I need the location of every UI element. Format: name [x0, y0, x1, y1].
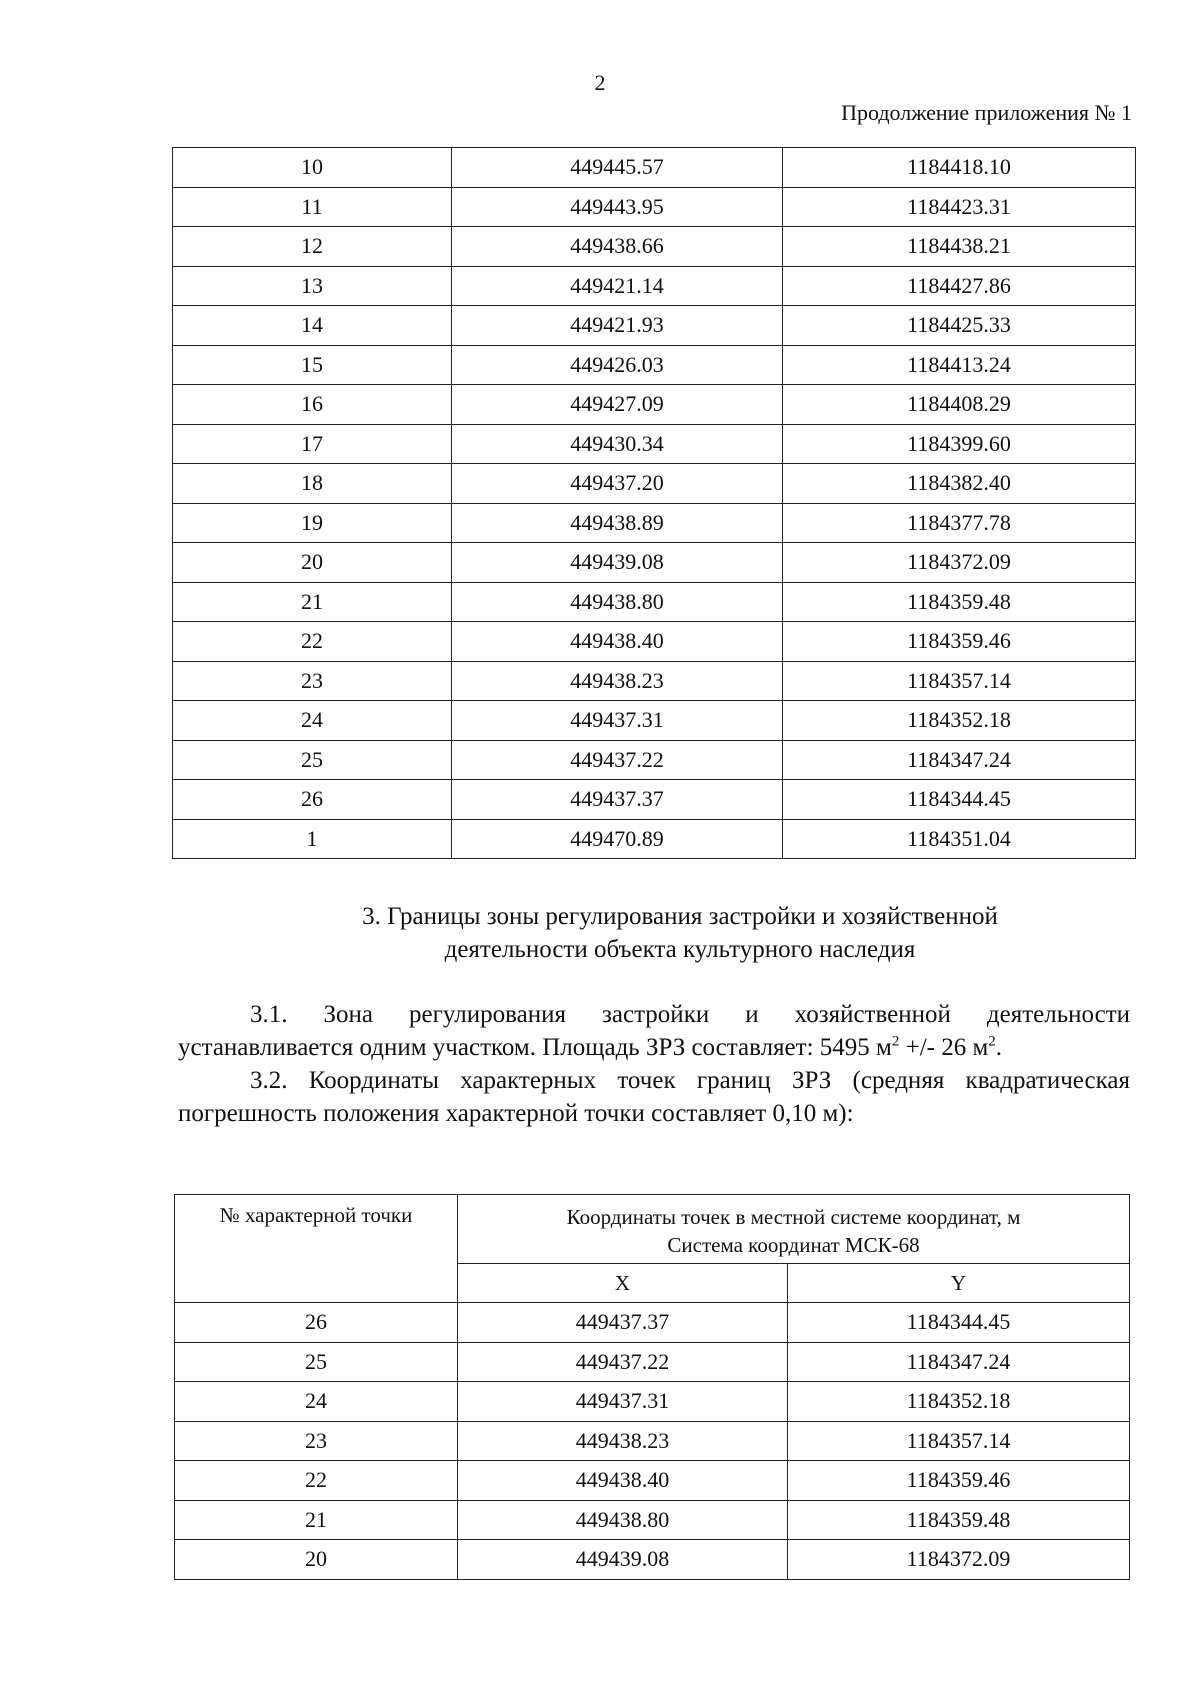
cell-coord-y: 1184372.09 — [788, 1540, 1130, 1580]
appendix-label: Продолжение приложения № 1 — [841, 100, 1132, 125]
table-row — [175, 1500, 1130, 1540]
cell-point-number: 15 — [173, 345, 452, 385]
zrz-coordinates-table — [174, 1194, 1130, 1580]
section-heading — [300, 900, 1060, 966]
table-row — [175, 1342, 1130, 1382]
cell-point-number: 20 — [173, 543, 452, 583]
table-row — [173, 385, 1136, 425]
cell-point-number: 23 — [173, 661, 452, 701]
table-row — [173, 503, 1136, 543]
cell-coord-y: 1184438.21 — [783, 227, 1136, 267]
cell-point-number: 24 — [173, 701, 452, 741]
table-row — [173, 582, 1136, 622]
cell-point-number: 19 — [173, 503, 452, 543]
cell-point-number: 20 — [175, 1540, 458, 1580]
cell-coord-y: 1184359.48 — [788, 1500, 1130, 1540]
cell-coord-y: 1184357.14 — [783, 661, 1136, 701]
cell-coord-x: 449437.31 — [452, 701, 783, 741]
cell-coord-y: 1184359.46 — [783, 622, 1136, 662]
cell-coord-y: 1184352.18 — [783, 701, 1136, 741]
cell-coord-y: 1184418.10 — [783, 148, 1136, 188]
paragraph-zone-area-text: 3.1. Зона регулирования застройки и хозяйственной деятельности устанавливается одним участком. Площадь ЗРЗ составляет: 5495 м — [178, 1001, 1130, 1061]
cell-point-number: 14 — [173, 306, 452, 346]
table-row — [173, 780, 1136, 820]
cell-coord-x: 449430.34 — [452, 424, 783, 464]
cell-coord-y: 1184359.48 — [783, 582, 1136, 622]
cell-point-number: 25 — [173, 740, 452, 780]
paragraph-end: . — [995, 1034, 1003, 1061]
cell-coord-y: 1184399.60 — [783, 424, 1136, 464]
header-x: X — [458, 1264, 788, 1303]
section-heading-line-2: деятельности объекта культурного наследия — [444, 936, 916, 963]
cell-point-number: 26 — [173, 780, 452, 820]
cell-coord-x: 449438.66 — [452, 227, 783, 267]
table-row — [173, 227, 1136, 267]
paragraph-coordinates-intro: 3.2. Координаты характерных точек границ ЗРЗ (средняя квадратическая погрешность положения характерной точки составляет 0,10 м): — [178, 1067, 1130, 1127]
cell-coord-x: 449426.03 — [452, 345, 783, 385]
cell-coord-x: 449439.08 — [458, 1540, 788, 1580]
cell-coord-x: 449437.22 — [452, 740, 783, 780]
cell-coord-x: 449438.80 — [458, 1500, 788, 1540]
cell-point-number: 12 — [173, 227, 452, 267]
cell-point-number: 21 — [173, 582, 452, 622]
cell-point-number: 10 — [173, 148, 452, 188]
cell-coord-x: 449427.09 — [452, 385, 783, 425]
coordinates-table-continued — [172, 147, 1136, 859]
cell-coord-x: 449438.80 — [452, 582, 783, 622]
header-y: Y — [788, 1264, 1130, 1303]
cell-coord-x: 449437.37 — [452, 780, 783, 820]
cell-coord-y: 1184427.86 — [783, 266, 1136, 306]
cell-coord-x: 449437.37 — [458, 1303, 788, 1343]
cell-coord-x: 449438.23 — [452, 661, 783, 701]
cell-point-number: 18 — [173, 464, 452, 504]
cell-coord-y: 1184344.45 — [788, 1303, 1130, 1343]
cell-coord-x: 449437.20 — [452, 464, 783, 504]
table-row — [175, 1382, 1130, 1422]
cell-coord-y: 1184344.45 — [783, 780, 1136, 820]
table-row — [175, 1461, 1130, 1501]
cell-point-number: 26 — [175, 1303, 458, 1343]
cell-coord-y: 1184408.29 — [783, 385, 1136, 425]
cell-coord-x: 449421.93 — [452, 306, 783, 346]
cell-coord-y: 1184382.40 — [783, 464, 1136, 504]
cell-coord-y: 1184347.24 — [783, 740, 1136, 780]
cell-point-number: 22 — [173, 622, 452, 662]
header-point-number: № характерной точки — [175, 1195, 458, 1303]
cell-coord-y: 1184359.46 — [788, 1461, 1130, 1501]
section-heading-line-1: 3. Границы зоны регулирования застройки и хозяйственной — [362, 903, 998, 930]
cell-point-number: 13 — [173, 266, 452, 306]
cell-coord-y: 1184425.33 — [783, 306, 1136, 346]
cell-point-number: 21 — [175, 1500, 458, 1540]
table-row — [173, 424, 1136, 464]
paragraph-zone-area — [178, 998, 1130, 1064]
cell-coord-x: 449437.22 — [458, 1342, 788, 1382]
cell-point-number: 1 — [173, 819, 452, 859]
cell-point-number: 24 — [175, 1382, 458, 1422]
cell-coord-x: 449437.31 — [458, 1382, 788, 1422]
table-row — [173, 622, 1136, 662]
cell-point-number: 22 — [175, 1461, 458, 1501]
cell-coord-y: 1184413.24 — [783, 345, 1136, 385]
cell-point-number: 23 — [175, 1421, 458, 1461]
area-unit-superscript: 2 — [891, 1033, 900, 1050]
table-row — [173, 543, 1136, 583]
tolerance-unit-superscript: 2 — [988, 1033, 996, 1050]
cell-coord-x: 449445.57 — [452, 148, 783, 188]
table-row — [173, 661, 1136, 701]
table-row — [173, 148, 1136, 188]
cell-point-number: 25 — [175, 1342, 458, 1382]
cell-coord-y: 1184357.14 — [788, 1421, 1130, 1461]
cell-coord-x: 449421.14 — [452, 266, 783, 306]
table-row — [173, 464, 1136, 504]
area-tolerance-text: +/- 26 м — [899, 1034, 989, 1061]
table-row — [175, 1540, 1130, 1580]
cell-coord-x: 449443.95 — [452, 187, 783, 227]
cell-coord-x: 449438.40 — [452, 622, 783, 662]
header-coordinate-system — [458, 1195, 1130, 1264]
table-row — [173, 819, 1136, 859]
table-row — [173, 266, 1136, 306]
table-row — [173, 701, 1136, 741]
table-row — [175, 1303, 1130, 1343]
cell-coord-x: 449470.89 — [452, 819, 783, 859]
table-row — [173, 740, 1136, 780]
cell-coord-y: 1184423.31 — [783, 187, 1136, 227]
cell-coord-x: 449438.23 — [458, 1421, 788, 1461]
table-row — [173, 306, 1136, 346]
cell-coord-y: 1184352.18 — [788, 1382, 1130, 1422]
cell-coord-x: 449438.89 — [452, 503, 783, 543]
cell-coord-y: 1184377.78 — [783, 503, 1136, 543]
page-number: 2 — [594, 70, 606, 95]
header-coordinate-system-line-1: Координаты точек в местной системе координат, м — [566, 1205, 1021, 1229]
cell-point-number: 11 — [173, 187, 452, 227]
cell-coord-x: 449439.08 — [452, 543, 783, 583]
header-coordinate-system-line-2: Система координат МСК-68 — [667, 1233, 920, 1257]
cell-point-number: 16 — [173, 385, 452, 425]
cell-coord-y: 1184347.24 — [788, 1342, 1130, 1382]
table-row — [173, 187, 1136, 227]
cell-coord-x: 449438.40 — [458, 1461, 788, 1501]
table-row — [175, 1421, 1130, 1461]
cell-coord-y: 1184372.09 — [783, 543, 1136, 583]
cell-coord-y: 1184351.04 — [783, 819, 1136, 859]
cell-point-number: 17 — [173, 424, 452, 464]
table-row — [173, 345, 1136, 385]
